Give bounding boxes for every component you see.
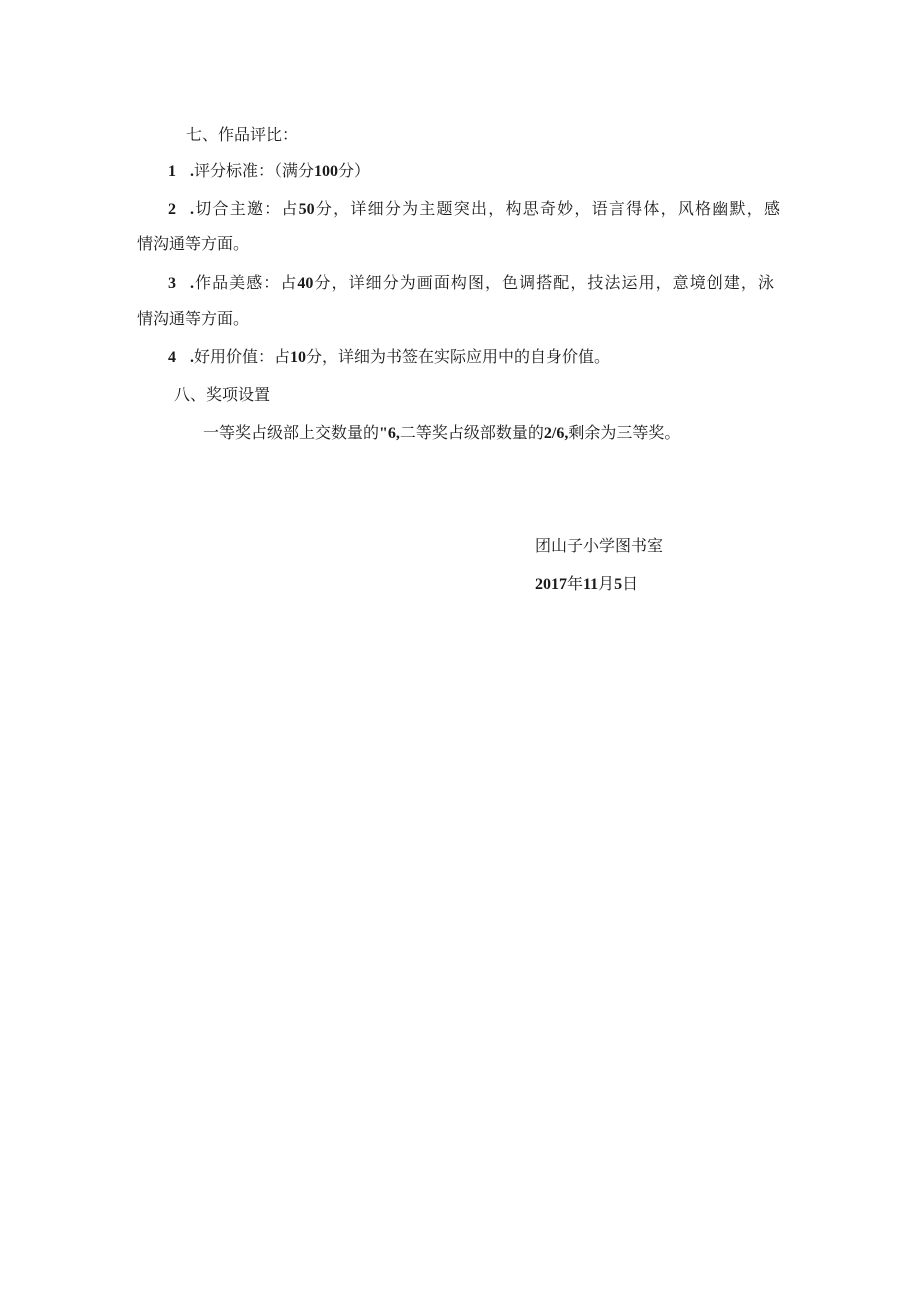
item-score: 40 bbox=[297, 275, 314, 292]
date-month: 11 bbox=[583, 576, 599, 593]
section-7-heading: 七、作品评比： bbox=[186, 125, 299, 144]
criteria-item-2-continuation: 情沟通等方面。 bbox=[137, 234, 250, 253]
criteria-item-2 bbox=[168, 198, 780, 221]
item-text: 切合主邀：占 bbox=[194, 199, 299, 218]
item-text: 评分标准：（满分 bbox=[194, 161, 315, 180]
item-dot: . bbox=[190, 201, 194, 218]
item-dot: . bbox=[190, 275, 194, 292]
date-day-unit: 日 bbox=[622, 574, 639, 593]
item-text-tail: 分） bbox=[338, 161, 371, 180]
signature-organization: 团山子小学图书室 bbox=[535, 536, 664, 555]
item-text-tail: 分，详细分为主题突出，构思奇妙，语言得体，风格幽默，感 bbox=[314, 199, 780, 218]
date-year: 2017 bbox=[535, 576, 567, 593]
date-month-unit: 月 bbox=[598, 574, 615, 593]
criteria-item-3-continuation: 情沟通等方面。 bbox=[137, 309, 250, 328]
date-day: 5 bbox=[614, 576, 623, 593]
award-text-1: 一等奖占级部上交数量的 bbox=[203, 423, 380, 442]
item-number: 3 bbox=[168, 275, 176, 292]
criteria-item-3 bbox=[168, 272, 774, 295]
item-dot: . bbox=[190, 349, 194, 366]
item-score: 50 bbox=[298, 201, 315, 218]
criteria-item-4 bbox=[168, 346, 610, 369]
item-number: 1 bbox=[168, 163, 176, 180]
award-first-ratio: "6, bbox=[379, 425, 400, 442]
criteria-item-1 bbox=[168, 160, 370, 183]
award-text-3: 剩余为三等奖。 bbox=[568, 423, 681, 442]
award-second-ratio: 2/6, bbox=[543, 425, 569, 442]
item-dot: . bbox=[190, 163, 194, 180]
date-year-unit: 年 bbox=[567, 574, 584, 593]
item-number: 4 bbox=[168, 349, 176, 366]
award-text-2: 二等奖占级部数量的 bbox=[399, 423, 544, 442]
award-distribution-paragraph bbox=[203, 422, 680, 445]
item-text-tail: 分，详细为书签在实际应用中的自身价值。 bbox=[306, 347, 611, 366]
item-number: 2 bbox=[168, 201, 176, 218]
item-text: 好用价值：占 bbox=[194, 347, 291, 366]
item-score: 10 bbox=[290, 349, 307, 366]
signature-date bbox=[535, 573, 638, 596]
item-text-tail: 分，详细分为画面构图，色调搭配，技法运用，意境创建，泳 bbox=[313, 273, 774, 292]
section-8-heading: 八、奖项设置 bbox=[174, 385, 271, 404]
item-text: 作品美感：占 bbox=[194, 273, 298, 292]
item-score: 100 bbox=[314, 163, 339, 180]
